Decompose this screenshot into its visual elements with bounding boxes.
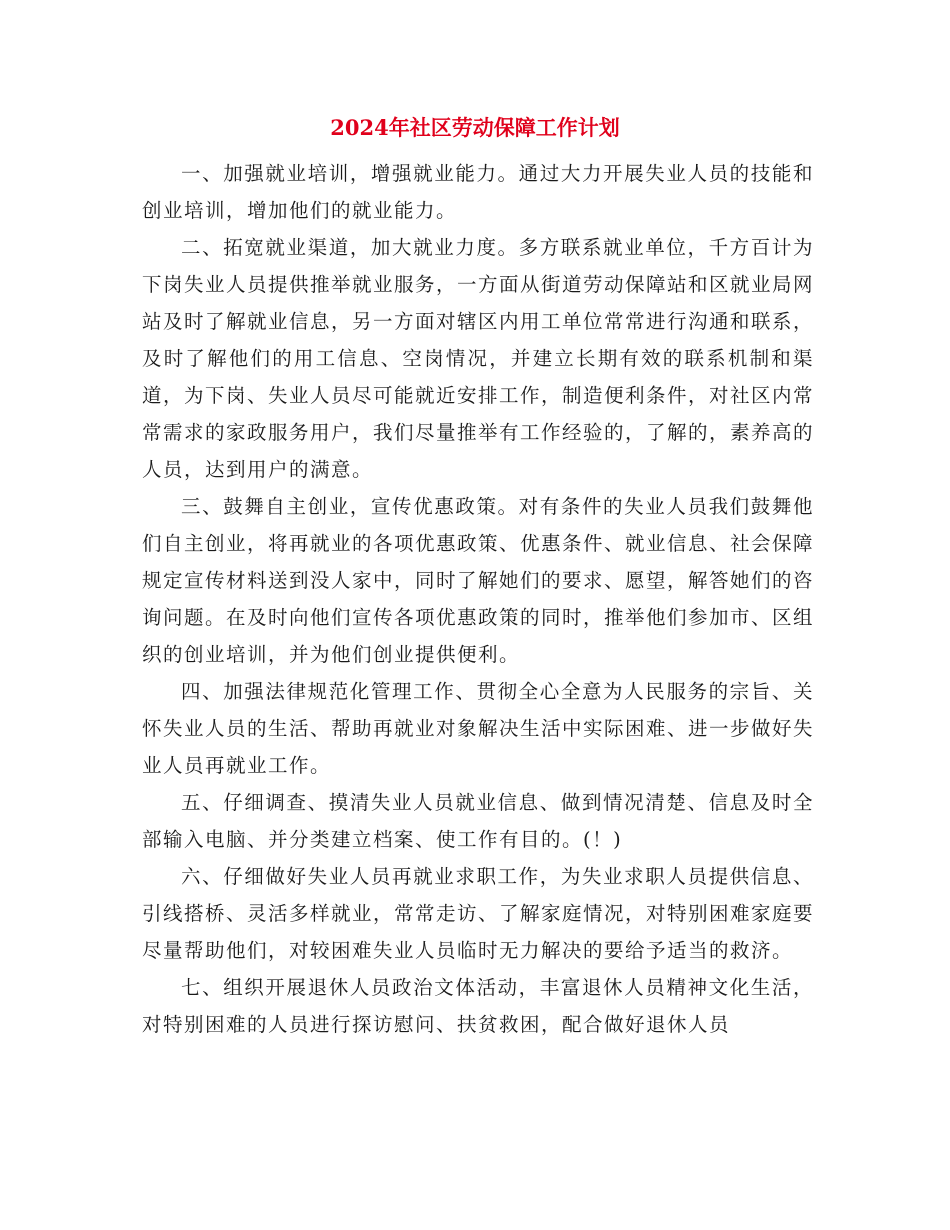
paragraph-1: 一、加强就业培训，增强就业能力。通过大力开展失业人员的技能和创业培训，增加他们的就业能力。 <box>142 162 814 222</box>
document-title: 2024年社区劳动保障工作计划 <box>330 115 620 140</box>
paragraph-3: 三、鼓舞自主创业，宣传优惠政策。对有条件的失业人员我们鼓舞他们自主创业，将再就业的各项优惠政策、优惠条件、就业信息、社会保障规定宣传材料送到没人家中，同时了解她们的要求、愿望，解答她们的咨询问题。在及时向他们宣传各项优惠政策的同时，推举他们参加市、区组织的创业培训，并为他们创业提供便利。 <box>142 495 815 666</box>
paragraph-5: 五、仔细调查、摸清失业人员就业信息、做到情况清楚、信息及时全部输入电脑、并分类建立档案、使工作有目的。(！) <box>142 791 814 851</box>
paragraph-2: 二、拓宽就业渠道，加大就业力度。多方联系就业单位，千方百计为下岗失业人员提供推举就业服务，一方面从街道劳动保障站和区就业局网站及时了解就业信息，另一方面对辖区内用工单位常常进行沟通和联系，及时了解他们的用工信息、空岗情况，并建立长期有效的联系机制和渠道，为下岗、失业人员尽可能就近安排工作，制造便利条件，对社区内常常需求的家政服务用户，我们尽量推举有工作经验的，了解的，素养高的人员，达到用户的满意。 <box>142 236 815 481</box>
paragraph-4: 四、加强法律规范化管理工作、贯彻全心全意为人民服务的宗旨、关怀失业人员的生活、帮助再就业对象解决生活中实际困难、进一步做好失业人员再就业工作。 <box>142 680 815 777</box>
paragraph-6: 六、仔细做好失业人员再就业求职工作，为失业求职人员提供信息、引线搭桥、灵活多样就业，常常走访、了解家庭情况，对特别困难家庭要尽量帮助他们，对较困难失业人员临时无力解决的要给予适当的救济。 <box>142 865 815 962</box>
paragraph-7: 七、组织开展退休人员政治文体活动，丰富退休人员精神文化生活，对特别困难的人员进行探访慰问、扶贫救困，配合做好退休人员 <box>142 976 814 1036</box>
document-body <box>142 155 814 1043</box>
